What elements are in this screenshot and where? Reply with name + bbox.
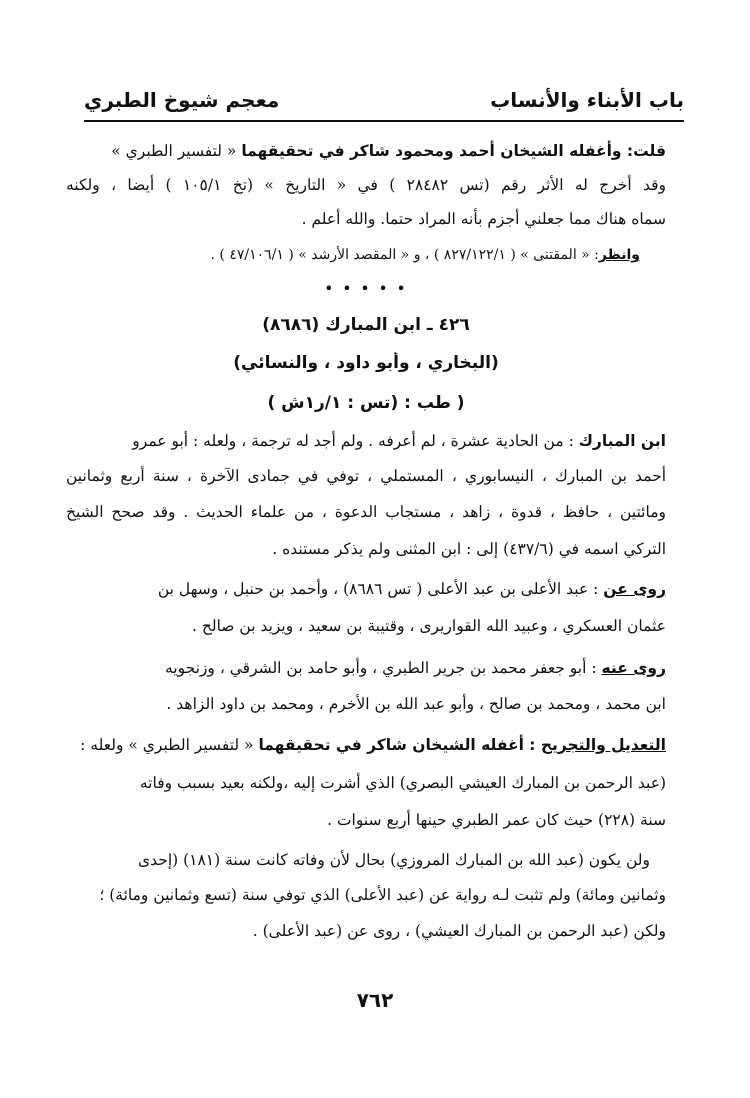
chapter-title: باب الأبناء والأنساب — [490, 88, 684, 112]
see-also-label: وانظر — [598, 247, 640, 263]
intro-rest-text: « لتفسير الطبري » — [111, 142, 242, 160]
entry-title: ٤٢٦ ـ ابن المبارك (٨٦٨٦) — [262, 315, 470, 335]
narrated-by-line-1 — [66, 657, 666, 679]
grading-line — [66, 734, 666, 756]
narrated-from-line-2: عثمان العسكري ، وعبيد الله القواريرى ، وقتيبة بن سعيد ، ويزيد بن صالح . — [192, 617, 666, 635]
book-title: معجم شيوخ الطبري — [84, 88, 280, 112]
grading-p1-line-2: سنة (٢٢٨) حيث كان عمر الطبري حينها أربع سنوات . — [327, 811, 666, 829]
running-header — [84, 84, 684, 122]
section-separator: • • • • • — [324, 280, 408, 298]
narrated-by-text: : أبو جعفر محمد بن جرير الطبري ، وأبو حامد بن الشرقي ، وزنجويه — [164, 659, 602, 677]
intro-line-3: سماه هناك مما جعلني أجزم بأنه المراد حتما. والله أعلم . — [301, 210, 666, 228]
entry-code: ( طب : (تس : ١/ر١ش ) — [267, 393, 465, 413]
intro-line-1 — [66, 140, 666, 162]
bio-line-2: أحمد بن المبارك ، النيسابوري ، المستملي ، توفي في جمادى الآخرة ، سنة أربع وثمانين — [66, 467, 666, 485]
narrated-from-line-1 — [66, 578, 666, 600]
grading-p2-line-2: وثمانين ومائة) ولم تثبت لـه رواية عن (عبد الأعلى) الذي توفي سنة (تسع وثمانين ومائة) ؛ — [99, 886, 666, 904]
page-number: ٧٦٢ — [356, 988, 394, 1012]
grading-p2-line-1: ولن يكون (عبد الله بن المبارك المروزي) بحال لأن وفاته كانت سنة (١٨١) (إحدى — [137, 851, 650, 869]
bio-lead: ابن المبارك — [578, 432, 666, 450]
grading-rest-text: « لتفسير الطبري » ولعله : — [80, 736, 259, 754]
bio-line-3: ومائتين ، حافظ ، قدوة ، زاهد ، مستجاب الدعوة ، من علماء الحديث . وقد صحح الشيخ — [66, 503, 666, 521]
narrated-by-label: روى عنه — [601, 659, 666, 677]
bio-line-4: التركي اسمه في (٤٣٧/٦) إلى : ابن المثنى ولم يذكر مستنده . — [272, 540, 666, 558]
bio-line-1 — [66, 430, 666, 452]
see-also-text: : « المقتنى » ( ٨٢٧/١٢٢/١ ) ، و « المقصد الأرشد » ( ٤٧/١٠٦/١ ) . — [210, 247, 599, 263]
grading-bold-text: : أغفله الشيخان شاكر في تحقيقهما — [258, 736, 541, 754]
intro-line-2: وقد أخرج له الأثر رقم (تس ٢٨٤٨٢ ) في « التاريخ » (تخ ١٠٥/١ ) أيضا ، ولكنه — [66, 176, 666, 194]
bio-line-1-text: : من الحادية عشرة ، لم أعرفه . ولم أجد له ترجمة ، ولعله : أبو عمرو — [132, 432, 579, 450]
narrated-from-label: روى عن — [603, 580, 666, 598]
grading-p2-line-3: ولكن (عبد الرحمن بن المبارك العيشي) ، روى عن (عبد الأعلى) . — [252, 922, 666, 940]
see-also-line — [66, 244, 640, 266]
intro-bold-text: قلت: وأغفله الشيخان أحمد ومحمود شاكر في تحقيقهما — [241, 142, 666, 160]
narrated-by-line-2: ابن محمد ، ومحمد بن صالح ، وأبو عبد الله بن الأخرم ، ومحمد بن داود الزاهد . — [166, 695, 666, 713]
grading-p1-line-1: (عبد الرحمن بن المبارك العيشي البصري) الذي أشرت إليه ،ولكنه بعيد بسبب وفاته — [139, 774, 666, 792]
entry-sources: (البخاري ، وأبو داود ، والنسائي) — [233, 353, 499, 373]
grading-label: التعديل والتجريح — [540, 736, 666, 754]
narrated-from-text: : عبد الأعلى بن عبد الأعلى ( تس ٨٦٨٦) ، وأحمد بن حنبل ، وسهل بن — [157, 580, 604, 598]
